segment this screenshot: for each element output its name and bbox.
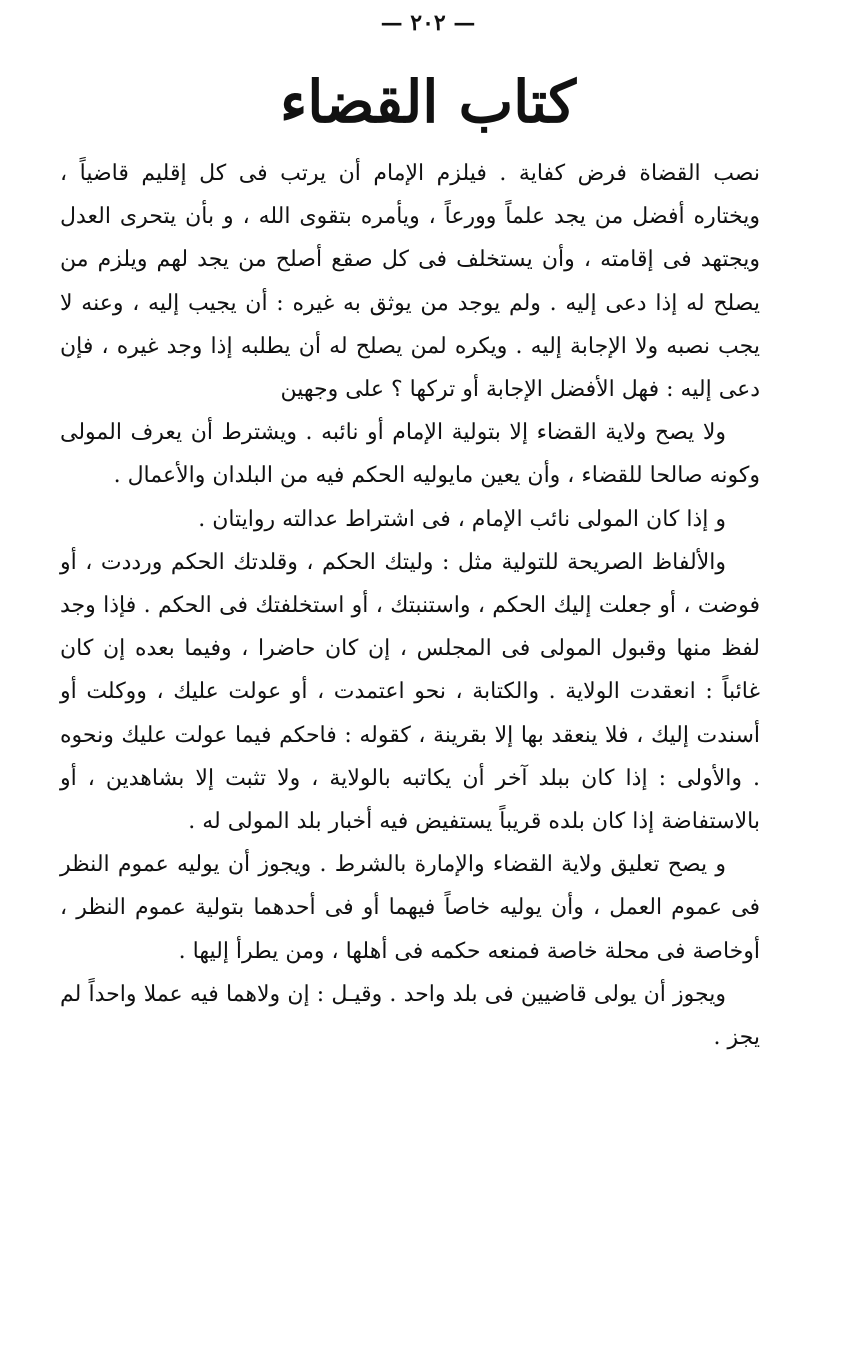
paragraph: نصب القضاة فرض كفاية . فيلزم الإمام أن يرتب فى كل إقليم قاضياً ، ويختاره أفضل من يجد علماً وورعاً ، ويأمره بتقوى الله ، و بأن يتحرى العدل ويجتهد فى إقامته ، وأن يستخلف فى كل صقع أصلح من يجد لهم ويلزم من يصلح له إذا دعى إليه . ولم يوجد من يوثق به غيره : أن يجيب إليه ، وعنه لا يجب نصبه ولا الإجابة إليه . ويكره لمن يصلح له أن يطلبه إذا وجد غيره ، فإن دعى إليه : فهل الأفضل الإجابة أو تركها ؟ على وجهين bbox=[60, 161, 760, 403]
paragraph: ويجوز أن يولى قاضيين فى بلد واحد . وقيـل : إن ولاهما فيه عملا واحداً لم يجز . bbox=[60, 981, 760, 1051]
paragraph: و إذا كان المولى نائب الإمام ، فى اشتراط عدالته روايتان . bbox=[198, 506, 726, 532]
body-text bbox=[60, 152, 760, 1059]
chapter-title: كتاب القضاء bbox=[280, 68, 576, 136]
paragraph: ولا يصح ولاية القضاء إلا بتولية الإمام أو نائبه . ويشترط أن يعرف المولى وكونه صالحا للقضاء ، وأن يعين مايوليه الحكم فيه من البلدان والأعمال . bbox=[60, 420, 760, 489]
paragraph: و يصح تعليق ولاية القضاء والإمارة بالشرط . ويجوز أن يوليه عموم النظر فى عموم العمل ، وأن يوليه خاصاً فيهما أو فى أحدهما بتولية عموم النظر ، أوخاصة فى محلة خاصة فمنعه حكمه فى أهلها ، ومن يطرأ إليها . bbox=[60, 852, 760, 964]
page-number: — ٢٠٢ — bbox=[380, 10, 476, 36]
paragraph: والألفاظ الصريحة للتولية مثل : وليتك الحكم ، وقلدتك الحكم ورددت ، أو فوضت ، أو جعلت إليك الحكم ، واستنبتك ، أو استخلفتك فى الحكم . فإذا وجد لفظ منها وقبول المولى فى المجلس ، إن كان حاضرا ، وفيما بعده إن كان غائباً : انعقدت الولاية . والكتابة ، نحو اعتمدت ، أو عولت عليك ، ووكلت أو أسندت إليك ، فلا ينعقد بها إلا بقرينة ، كقوله : فاحكم فيما عولت عليك ونحوه . والأولى : إذا كان ببلد آخر أن يكاتبه بالولاية ، ولا تثبت إلا بشاهدين ، أو بالاستفاضة إذا كان بلده قريباً يستفيض فيه أخبار بلد المولى له . bbox=[60, 549, 760, 835]
